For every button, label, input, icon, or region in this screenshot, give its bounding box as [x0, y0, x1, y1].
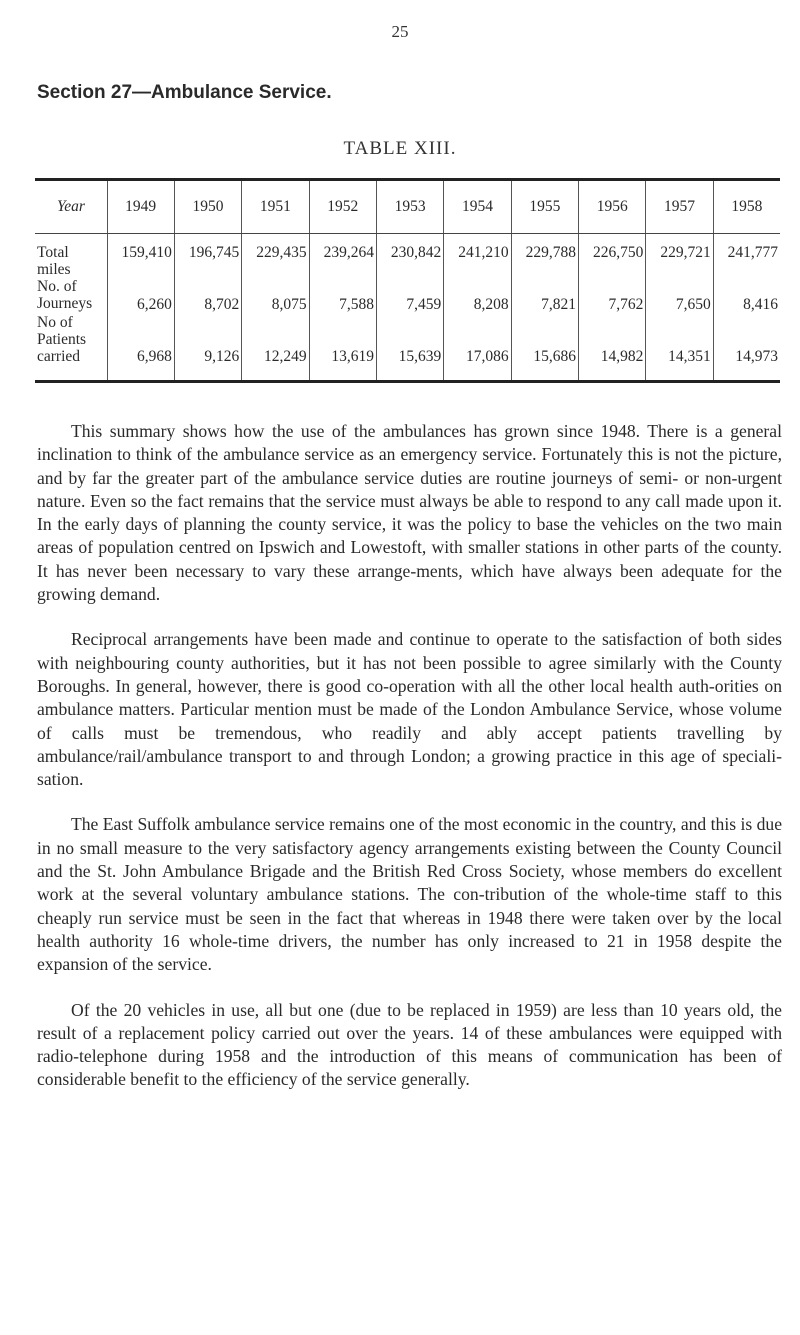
- year-header: 1954: [444, 180, 511, 234]
- table-cell: 239,264: [309, 234, 376, 279]
- table-cell: 8,416: [713, 278, 780, 314]
- table-row: [35, 278, 780, 314]
- table-cell: 8,208: [444, 278, 511, 314]
- body-text: [37, 420, 782, 1114]
- table-cell: 7,459: [376, 278, 443, 314]
- table-cell: 15,639: [376, 314, 443, 382]
- table-cell: 6,968: [107, 314, 174, 382]
- year-header: 1953: [376, 180, 443, 234]
- year-header: 1956: [579, 180, 646, 234]
- table-cell: 7,650: [646, 278, 713, 314]
- table-cell: 229,721: [646, 234, 713, 279]
- paragraph: The East Suffolk ambulance service remains one of the most economic in the country, and this is due in no small measure to the very satisfactory agency arrangements existing between the County Council and the St. John Ambulance Brigade and the British Red Cross Society, whose members do excellent work at the several voluntary ambulance stations. The con-tribution of the whole-time staff to this cheaply run service must be seen in the fact that whereas in 1948 there were taken over by the local health authority 16 whole-time drivers, the number has only increased to 21 in 1958 despite the expansion of the service.: [37, 814, 782, 975]
- year-header: 1952: [309, 180, 376, 234]
- year-header: 1958: [713, 180, 780, 234]
- paragraph: This summary shows how the use of the ambulances has grown since 1948. There is a general inclination to think of the ambulance service as an emergency service. Fortunately this is not the picture, and by far the greater part of the ambulance service duties are routine journeys of semi- or non-urgent nature. Even so the fact remains that the service must always be able to respond to any call made upon it. In the early days of planning the county service, it was the policy to base the vehicles on the two main areas of population centred on Ipswich and Lowestoft, with smaller stations in other parts of the county. It has never been necessary to vary these arrange-ments, which have always been adequate for the growing demand.: [37, 421, 782, 605]
- table-cell: 7,821: [511, 278, 578, 314]
- year-header: 1950: [174, 180, 241, 234]
- table-cell: 226,750: [579, 234, 646, 279]
- table-cell: 7,762: [579, 278, 646, 314]
- year-header: 1951: [242, 180, 309, 234]
- table-cell: 14,982: [579, 314, 646, 382]
- table-row: [35, 234, 780, 279]
- table-cell: 196,745: [174, 234, 241, 279]
- table-cell: 9,126: [174, 314, 241, 382]
- table-cell: 14,351: [646, 314, 713, 382]
- table-header-row: [35, 180, 780, 234]
- table-cell: 229,435: [242, 234, 309, 279]
- page-number: 25: [391, 22, 409, 41]
- ambulance-statistics-table: [35, 178, 780, 383]
- table-row: [35, 314, 780, 382]
- year-column-header: Year: [35, 180, 107, 234]
- table-cell: 159,410: [107, 234, 174, 279]
- table-cell: 12,249: [242, 314, 309, 382]
- table-cell: 6,260: [107, 278, 174, 314]
- table-cell: 230,842: [376, 234, 443, 279]
- row-label: Total miles: [37, 244, 71, 278]
- table-cell: 17,086: [444, 314, 511, 382]
- table-cell: 241,777: [713, 234, 780, 279]
- table-title: TABLE XIII.: [343, 138, 457, 159]
- table-cell: 14,973: [713, 314, 780, 382]
- year-header: 1949: [107, 180, 174, 234]
- row-label: No of Patients carried: [37, 314, 87, 365]
- year-header: 1955: [511, 180, 578, 234]
- table-cell: 8,702: [174, 278, 241, 314]
- table-cell: 229,788: [511, 234, 578, 279]
- row-label: No. of Journeys: [37, 278, 93, 312]
- table-cell: 7,588: [309, 278, 376, 314]
- table-cell: 241,210: [444, 234, 511, 279]
- year-header: 1957: [646, 180, 713, 234]
- section-heading: Section 27—Ambulance Service.: [37, 82, 332, 103]
- table-cell: 8,075: [242, 278, 309, 314]
- table-cell: 15,686: [511, 314, 578, 382]
- table-cell: 13,619: [309, 314, 376, 382]
- paragraph: Reciprocal arrangements have been made and continue to operate to the satisfaction of both sides with neighbouring county authorities, but it has not been possible to agree similarly with the County Boroughs. In general, however, there is good co-operation with all the other local health auth-orities on ambulance matters. Particular mention must be made of the London Ambulance Service, whose volume of calls must be tremendous, who readily and ably accept patients travelling by ambulance/rail/ambulance transport to and through London; a growing practice in this age of speciali-sation.: [37, 629, 782, 790]
- paragraph: Of the 20 vehicles in use, all but one (due to be replaced in 1959) are less than 10 years old, the result of a replacement policy carried out over the years. 14 of these ambulances were equipped with radio-telephone during 1958 and the introduction of this means of communication has been of considerable benefit to the efficiency of the service generally.: [37, 999, 782, 1090]
